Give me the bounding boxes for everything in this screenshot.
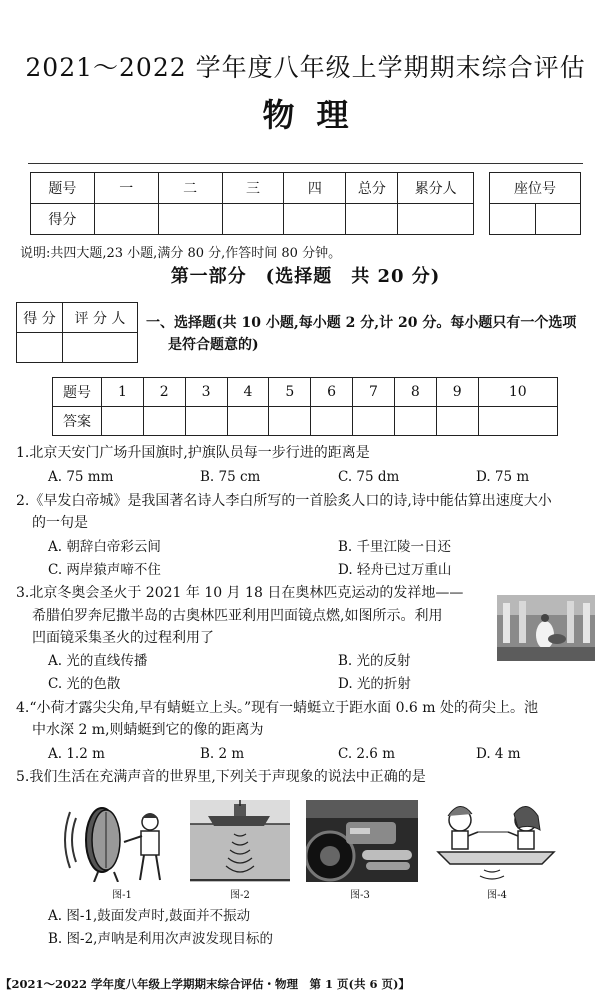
answer-number: 9 bbox=[436, 378, 478, 407]
answer-number: 5 bbox=[269, 378, 311, 407]
answer-cell[interactable] bbox=[311, 407, 353, 436]
question-3-stem-line2: 希腊伯罗奔尼撒半岛的古奥林匹亚利用凹面镜点燃,如图所示。利用 bbox=[32, 608, 443, 624]
answer-cell[interactable] bbox=[353, 407, 395, 436]
score-header-cell: 总分 bbox=[346, 173, 398, 204]
q4-option-a: A. 1.2 m bbox=[48, 746, 105, 762]
q2-option-c: C. 两岸猿声啼不住 bbox=[48, 562, 161, 578]
q4-option-b: B. 2 m bbox=[200, 746, 245, 762]
answer-table bbox=[52, 377, 558, 436]
exam-note: 说明:共四大题,23 小题,满分 80 分,作答时间 80 分钟。 bbox=[20, 246, 342, 261]
grader-name-cell[interactable] bbox=[62, 333, 137, 363]
question-2-stem-line2: 的一句是 bbox=[32, 515, 88, 531]
seat-cell[interactable] bbox=[535, 204, 581, 235]
answer-cell[interactable] bbox=[143, 407, 185, 436]
question-5-stem: 5.我们生活在充满声音的世界里,下列关于声现象的说法中正确的是 bbox=[16, 769, 426, 785]
score-header-cell: 一 bbox=[94, 173, 158, 204]
answer-cell[interactable] bbox=[478, 407, 557, 436]
answer-cell[interactable] bbox=[436, 407, 478, 436]
question-1-stem: 1.北京天安门广场升国旗时,护旗队员每一步行进的距离是 bbox=[16, 445, 370, 461]
question-4-stem-line2: 中水深 2 m,则蜻蜓到它的像的距离为 bbox=[32, 722, 264, 738]
score-header-cell: 累分人 bbox=[398, 173, 474, 204]
figure-2-caption: 图-2 bbox=[230, 890, 250, 901]
q4-option-c: C. 2.6 m bbox=[338, 746, 395, 762]
answer-number: 7 bbox=[353, 378, 395, 407]
olympic-flame-photo bbox=[497, 595, 595, 661]
answer-table-label: 题号 bbox=[53, 378, 102, 407]
answer-number: 8 bbox=[394, 378, 436, 407]
q3-option-c: C. 光的色散 bbox=[48, 676, 121, 692]
q2-option-b: B. 千里江陵一日还 bbox=[338, 539, 452, 555]
q1-option-a: A. 75 mm bbox=[48, 469, 114, 485]
score-cell[interactable] bbox=[284, 204, 346, 235]
score-header-cell: 三 bbox=[222, 173, 284, 204]
section-heading-line2: 是符合题意的) bbox=[168, 337, 259, 353]
section-heading bbox=[146, 312, 601, 356]
q3-option-d: D. 光的折射 bbox=[338, 676, 411, 692]
score-cell[interactable] bbox=[222, 204, 284, 235]
q5-option-b: B. 图-2,声呐是利用次声波发现目标的 bbox=[48, 931, 273, 947]
answer-cell[interactable] bbox=[269, 407, 311, 436]
exam-title: 2021～2022 学年度八年级上学期期末综合评估 bbox=[25, 53, 586, 82]
q1-option-d: D. 75 m bbox=[476, 469, 530, 485]
subject-title: 物理 bbox=[262, 96, 371, 134]
question-2-stem-line1: 2.《早发白帝城》是我国著名诗人李白所写的一首脍炙人口的诗,诗中能估算出速度大小 bbox=[16, 493, 552, 509]
figure-1-caption: 图-1 bbox=[112, 890, 132, 901]
figure-3-motorcycle-image bbox=[306, 800, 418, 882]
q4-option-d: D. 4 m bbox=[476, 746, 521, 762]
q3-option-a: A. 光的直线传播 bbox=[48, 653, 148, 669]
answer-cell[interactable] bbox=[102, 407, 144, 436]
grader-name-label: 评 分 人 bbox=[62, 303, 137, 333]
answer-cell[interactable] bbox=[394, 407, 436, 436]
answer-number: 4 bbox=[227, 378, 269, 407]
score-cell[interactable] bbox=[94, 204, 158, 235]
seat-label: 座位号 bbox=[490, 173, 581, 204]
figure-2-sonar-image bbox=[190, 800, 290, 882]
answer-number: 3 bbox=[185, 378, 227, 407]
q2-option-d: D. 轻舟已过万重山 bbox=[338, 562, 452, 578]
question-4-stem-line1: 4.“小荷才露尖尖角,早有蜻蜓立上头。”现有一蜻蜓立于距水面 0.6 m 处的荷尖上。池 bbox=[16, 700, 539, 716]
seat-cell[interactable] bbox=[490, 204, 536, 235]
question-3-stem-line3: 凹面镜采集圣火的过程利用了 bbox=[32, 630, 214, 646]
answer-number: 10 bbox=[478, 378, 557, 407]
answer-cell[interactable] bbox=[185, 407, 227, 436]
q1-option-c: C. 75 dm bbox=[338, 469, 400, 485]
score-header-cell: 四 bbox=[284, 173, 346, 204]
score-cell[interactable] bbox=[158, 204, 222, 235]
header-divider bbox=[28, 163, 583, 164]
score-cell[interactable] bbox=[398, 204, 474, 235]
score-header-cell: 二 bbox=[158, 173, 222, 204]
q1-option-b: B. 75 cm bbox=[200, 469, 261, 485]
seat-table bbox=[489, 172, 581, 235]
grader-score-label: 得 分 bbox=[17, 303, 63, 333]
score-header-cell: 题号 bbox=[31, 173, 95, 204]
q2-option-a: A. 朝辞白帝彩云间 bbox=[48, 539, 161, 555]
page-footer: 【2021～2022 学年度八年级上学期期末综合评估・物理 第 1 页(共 6 页)】 bbox=[0, 977, 410, 991]
answer-number: 6 bbox=[311, 378, 353, 407]
q5-option-a: A. 图-1,鼓面发声时,鼓面并不振动 bbox=[48, 908, 251, 924]
question-3-stem-line1: 3.北京冬奥会圣火于 2021 年 10 月 18 日在奥林匹克运动的发祥地—— bbox=[16, 585, 464, 601]
grader-score-cell[interactable] bbox=[17, 333, 63, 363]
q3-option-b: B. 光的反射 bbox=[338, 653, 411, 669]
figure-3-caption: 图-3 bbox=[350, 890, 370, 901]
answer-cell[interactable] bbox=[227, 407, 269, 436]
score-table bbox=[30, 172, 474, 235]
answer-number: 1 bbox=[102, 378, 144, 407]
score-cell[interactable] bbox=[346, 204, 398, 235]
figure-1-drum-image bbox=[62, 800, 180, 882]
section-heading-line1: 一、选择题(共 10 小题,每小题 2 分,计 20 分。每小题只有一个选项 bbox=[146, 315, 577, 331]
grader-box bbox=[16, 302, 138, 363]
answer-table-label: 答案 bbox=[53, 407, 102, 436]
score-row-label: 得分 bbox=[31, 204, 95, 235]
part-title: 第一部分 (选择题 共 20 分) bbox=[170, 266, 441, 287]
answer-number: 2 bbox=[143, 378, 185, 407]
figure-4-caption: 图-4 bbox=[487, 890, 507, 901]
figure-4-cartoon-image bbox=[434, 800, 558, 882]
